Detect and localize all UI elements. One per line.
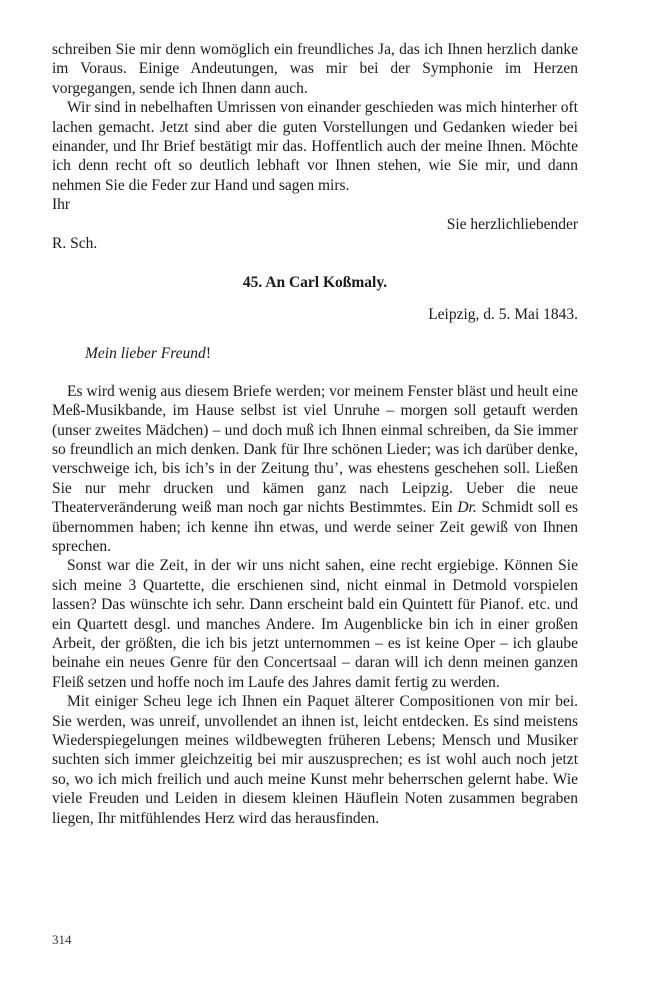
prev-letter-ihr: Ihr [52,196,71,214]
letter-paragraph-1-b: Schmidt soll es übernommen haben; ich kenne ihn etwas, und werde seiner Zeit gewiß von Ihnen sprechen. [52,499,578,555]
salutation-text: Mein lieber Freund [85,345,206,363]
letter-paragraph-3: Mit einiger Scheu lege ich Ihnen ein Paquet älterer Compositionen von mir bei. Sie werden, was unreif, unvollendet an ihnen ist, leicht entdecken. Es sind meistens Wiederspiegelungen meines wildbewegten früheren Lebens; Mensch und Musiker suchten sich immer gleichzeitig bei mir auszusprechen; es ist wohl auch noch jetzt so, wo ich mich freilich und auch meine Kunst mehr beherrschen gelernt habe. Wie viele Freuden und Leiden in diesem kleinen Häuflein Noten zusammen begraben liegen, Ihr mitfühlendes Herz wird das herausfinden. [52,693,578,827]
prev-letter-paragraph-2: Wir sind in nebelhaften Umrissen von einander geschieden was mich hinterher oft lachen gemacht. Jetzt sind aber die guten Vorstellungen und Gedanken wieder bei einander, und Ihr Brief bestätigt mir das. Hoffentlich auch der meine Ihnen. Möchte ich denn recht oft so deutlich lebhaft vor Ihnen stehen, wie Sie mir, und dann nehmen Sie die Feder zur Hand und sagen mirs. [52,99,578,194]
salutation-punct: ! [205,345,211,363]
letter-paragraph-1-dr: Dr. [457,499,477,517]
page-number: 314 [52,932,72,947]
letter-paragraph-2: Sonst war die Zeit, in der wir uns nicht sahen, eine recht ergiebige. Können Sie sich meine 3 Quartette, die erschienen sind, nicht einmal in Detmold vorspielen lassen? Das wünschte ich sehr. Dann erscheint bald ein Quintett für Pianof. etc. und ein Quartett desgl. und manches Andere. Im Augenblicke bin ich in einer großen Arbeit, der größten, die ich bis jetzt unternommen – es ist keine Oper – ich glaube beinahe ein neues Genre für den Concertsaal – daran will ich denn meinen ganzen Fleiß setzen und hoffe noch im Laufe des Jahres damit fertig zu werden. [52,557,578,691]
letter-heading: 45. An Carl Koßmaly. [242,274,388,292]
page-body [52,40,578,828]
letter-place-date: Leipzig, d. 5. Mai 1843. [428,305,578,323]
letter-paragraph-1 [52,382,578,557]
prev-letter-signature: R. Sch. [52,235,98,253]
letter-paragraph-1-a: Es wird wenig aus diesem Briefe werden; vor meinem Fenster bläst und heult eine Meß-Musikbande, im Hause selbst ist viel Unruhe – morgen soll getauft werden (unser zweites Mädchen) – und doch muß ich Ihnen einmal schreiben, da Sie immer so freundlich an mich denken. Dank für Ihre schönen Lieder; was ich darüber denke, verschweige ich, bis ich’s in der Zeitung thu’, was ehestens geschehen soll. Ließen Sie nur mehr drucken und kämen ganz nach Leipzig. Ueber die neue Theaterveränderung weiß man noch gar nichts Bestimmtes. Ein [52,382,578,517]
prev-letter-paragraph-1: schreiben Sie mir denn womöglich ein freundliches Ja, das ich Ihnen herzlich danke im Voraus. Einige Andeutungen, was mir bei der Symphonie im Herzen vorgegangen, sende ich Ihnen dann auch. [52,41,578,97]
prev-letter-closing: Sie herzlichliebender [446,215,578,233]
letter-salutation [52,344,578,363]
